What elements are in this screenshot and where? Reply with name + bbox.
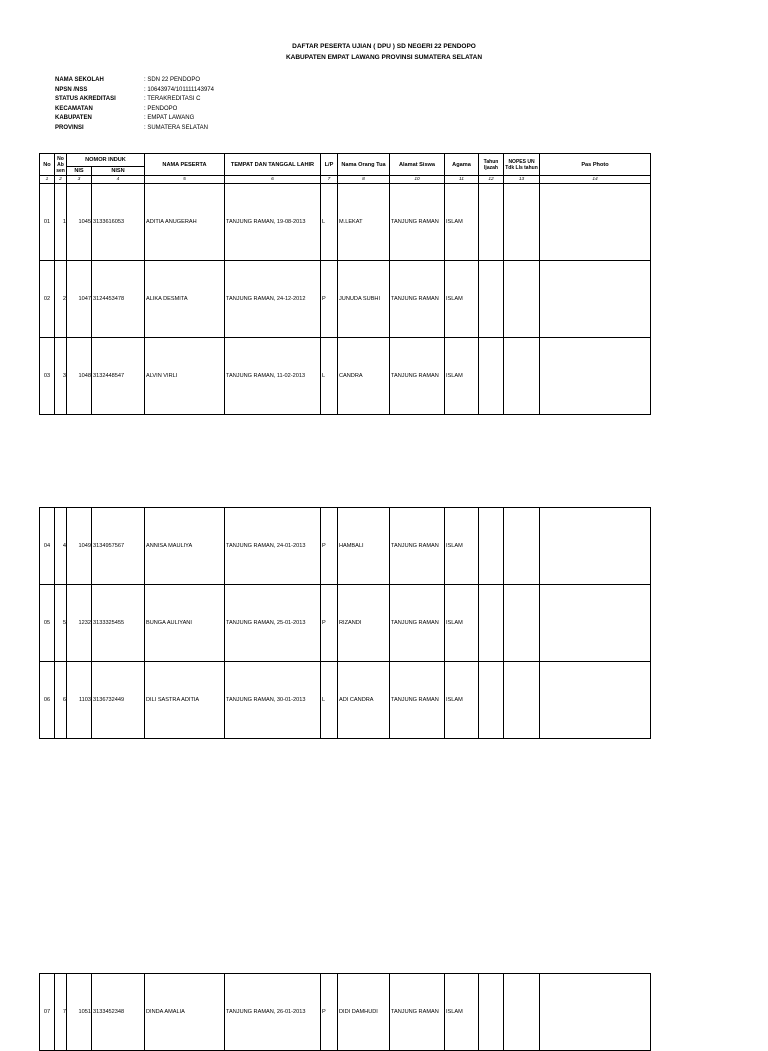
- student-name: DILI SASTRA ADITIA: [145, 662, 225, 739]
- info-row: [55, 124, 214, 134]
- student-nopes: [504, 261, 540, 338]
- info-value: : SUMATERA SELATAN: [144, 124, 209, 131]
- student-alamat: TANJUNG RAMAN: [390, 662, 445, 739]
- student-row: [40, 585, 651, 662]
- student-tahun: [479, 184, 504, 261]
- document-title-line-1: DAFTAR PESERTA UJIAN ( DPU ) SD NEGERI 22 PENDOPO: [292, 43, 476, 50]
- student-agama: ISLAM: [445, 585, 479, 662]
- student-tahun: [479, 338, 504, 415]
- student-tahun: [479, 662, 504, 739]
- student-tahun: [479, 974, 504, 1051]
- info-row: [55, 76, 214, 86]
- participants-table-page-3: [39, 973, 651, 1051]
- student-agama: ISLAM: [445, 184, 479, 261]
- info-value: : SDN 22 PENDOPO: [144, 77, 201, 83]
- student-agama: ISLAM: [445, 338, 479, 415]
- student-ttl: TANJUNG RAMAN, 24-01-2013: [225, 508, 321, 585]
- student-nis: 1049: [67, 508, 92, 585]
- student-ttl: TANJUNG RAMAN, 25-01-2013: [225, 585, 321, 662]
- col-number: 1: [40, 176, 55, 184]
- header-nama-peserta: NAMA PESERTA: [145, 154, 225, 176]
- document-title-line-2: KABUPATEN EMPAT LAWANG PROVINSI SUMATERA SELATAN: [285, 54, 483, 61]
- info-label: STATUS AKREDITASI: [55, 96, 116, 102]
- col-number: 12: [479, 176, 504, 184]
- student-name: ALVIN VIRLI: [145, 338, 225, 415]
- column-number-row: [40, 176, 651, 184]
- header-alamat: Alamat Siswa: [390, 154, 445, 176]
- student-nopes: [504, 184, 540, 261]
- student-photo: [540, 261, 651, 338]
- student-nopes: [504, 338, 540, 415]
- col-number: 11: [445, 176, 479, 184]
- student-lp: L: [321, 662, 338, 739]
- student-nis: 1048: [67, 338, 92, 415]
- student-tahun: [479, 508, 504, 585]
- student-nis: 1047: [67, 261, 92, 338]
- student-ttl: TANJUNG RAMAN, 26-01-2013: [225, 974, 321, 1051]
- student-lp: L: [321, 338, 338, 415]
- student-nis: 1051: [67, 974, 92, 1051]
- student-lp: P: [321, 508, 338, 585]
- header-tahun-ijazah: Tahun Ijazah: [479, 154, 504, 176]
- student-ttl: TANJUNG RAMAN, 30-01-2013: [225, 662, 321, 739]
- header-nopes: NOPES UN Tdk Lls tahun: [504, 154, 540, 176]
- student-lp: P: [321, 974, 338, 1051]
- student-photo: [540, 508, 651, 585]
- student-no: 01: [40, 184, 55, 261]
- student-photo: [540, 585, 651, 662]
- col-number: 6: [225, 176, 321, 184]
- student-nopes: [504, 662, 540, 739]
- student-no: 05: [40, 585, 55, 662]
- student-alamat: TANJUNG RAMAN: [390, 261, 445, 338]
- participants-table-page-2: [39, 507, 651, 739]
- student-lp: L: [321, 184, 338, 261]
- student-photo: [540, 662, 651, 739]
- info-value: : TERAKREDITASI C: [144, 96, 201, 102]
- info-value: : 10643974/101111143974: [144, 86, 214, 93]
- student-agama: ISLAM: [445, 261, 479, 338]
- student-nisn: 3132448547: [92, 338, 145, 415]
- student-row: [40, 508, 651, 585]
- student-absen: 2: [55, 261, 67, 338]
- student-alamat: TANJUNG RAMAN: [390, 974, 445, 1051]
- student-absen: 7: [55, 974, 67, 1051]
- header-nomor-induk: NOMOR INDUK: [67, 154, 145, 167]
- col-number: 13: [504, 176, 540, 184]
- student-name: DINDA AMALIA: [145, 974, 225, 1051]
- student-ortu: DIDI DAMHUDI: [338, 974, 390, 1051]
- col-number: 5: [145, 176, 225, 184]
- student-nopes: [504, 974, 540, 1051]
- col-number: 8: [338, 176, 390, 184]
- student-agama: ISLAM: [445, 508, 479, 585]
- header-row: [40, 154, 651, 167]
- student-no: 02: [40, 261, 55, 338]
- student-nisn: 3133616053: [92, 184, 145, 261]
- student-photo: [540, 338, 651, 415]
- student-name: ADITIA ANUGERAH: [145, 184, 225, 261]
- student-lp: P: [321, 585, 338, 662]
- student-photo: [540, 184, 651, 261]
- header-agama: Agama: [445, 154, 479, 176]
- student-row: [40, 338, 651, 415]
- info-row: [55, 114, 214, 124]
- student-row: [40, 662, 651, 739]
- header-lp: L/P: [321, 154, 338, 176]
- info-value: : EMPAT LAWANG: [144, 115, 195, 121]
- student-alamat: TANJUNG RAMAN: [390, 184, 445, 261]
- participants-table-page-1: [39, 153, 651, 415]
- header-no: No: [40, 154, 55, 176]
- student-no: 03: [40, 338, 55, 415]
- info-row: [55, 105, 214, 115]
- info-label: KECAMATAN: [55, 105, 93, 112]
- info-row: [55, 95, 214, 105]
- header-no-absen: No Ab sen: [56, 155, 65, 174]
- student-nisn: 3133325455: [92, 585, 145, 662]
- info-row: [55, 86, 214, 96]
- student-absen: 1: [55, 184, 67, 261]
- student-lp: P: [321, 261, 338, 338]
- student-absen: 3: [55, 338, 67, 415]
- student-name: ALIKA DESMITA: [145, 261, 225, 338]
- header-nama-ortu: Nama Orang Tua: [338, 154, 390, 176]
- student-nisn: 3124453478: [92, 261, 145, 338]
- student-name: ANNISA MAULIYA: [145, 508, 225, 585]
- col-number: 2: [55, 176, 67, 184]
- student-ortu: M.LEKAT: [338, 184, 390, 261]
- info-label: KABUPATEN: [55, 115, 92, 121]
- col-number: 14: [540, 176, 651, 184]
- header-pas-photo: Pas Photo: [540, 154, 651, 176]
- student-nopes: [504, 508, 540, 585]
- col-number: 10: [390, 176, 445, 184]
- school-info: [55, 76, 214, 133]
- student-nisn: 3133452348: [92, 974, 145, 1051]
- student-photo: [540, 974, 651, 1051]
- info-label: PROVINSI: [55, 124, 84, 131]
- student-name: BUNGA AULIYANI: [145, 585, 225, 662]
- header-nisn: NISN: [92, 167, 145, 176]
- student-tahun: [479, 585, 504, 662]
- col-number: 3: [67, 176, 92, 184]
- student-tahun: [479, 261, 504, 338]
- student-row: [40, 184, 651, 261]
- student-ttl: TANJUNG RAMAN, 24-12-2012: [225, 261, 321, 338]
- student-ortu: ADI CANDRA: [338, 662, 390, 739]
- student-nis: 1045: [67, 184, 92, 261]
- student-nisn: 3134957567: [92, 508, 145, 585]
- header-ttl: TEMPAT DAN TANGGAL LAHIR: [225, 154, 321, 176]
- student-no: 07: [40, 974, 55, 1051]
- student-nopes: [504, 585, 540, 662]
- student-nis: 1232: [67, 585, 92, 662]
- student-ortu: CANDRA: [338, 338, 390, 415]
- student-ttl: TANJUNG RAMAN, 11-02-2013: [225, 338, 321, 415]
- col-number: 4: [92, 176, 145, 184]
- student-ortu: RIZANDI: [338, 585, 390, 662]
- student-no: 06: [40, 662, 55, 739]
- student-agama: ISLAM: [445, 662, 479, 739]
- student-absen: 5: [55, 585, 67, 662]
- student-row: [40, 261, 651, 338]
- student-alamat: TANJUNG RAMAN: [390, 508, 445, 585]
- header-nis: NIS: [67, 167, 92, 176]
- student-absen: 4: [55, 508, 67, 585]
- student-ttl: TANJUNG RAMAN, 19-08-2013: [225, 184, 321, 261]
- student-alamat: TANJUNG RAMAN: [390, 338, 445, 415]
- col-number: 7: [321, 176, 338, 184]
- student-ortu: HAMBALI: [338, 508, 390, 585]
- info-label: NAMA SEKOLAH: [55, 77, 104, 83]
- info-value: : PENDOPO: [144, 105, 178, 112]
- student-absen: 6: [55, 662, 67, 739]
- student-no: 04: [40, 508, 55, 585]
- student-nis: 1103: [67, 662, 92, 739]
- student-alamat: TANJUNG RAMAN: [390, 585, 445, 662]
- info-label: NPSN /NSS: [55, 86, 88, 93]
- student-agama: ISLAM: [445, 974, 479, 1051]
- student-ortu: JUNUDA SUBHI: [338, 261, 390, 338]
- student-nisn: 3136732449: [92, 662, 145, 739]
- student-row: [40, 974, 651, 1051]
